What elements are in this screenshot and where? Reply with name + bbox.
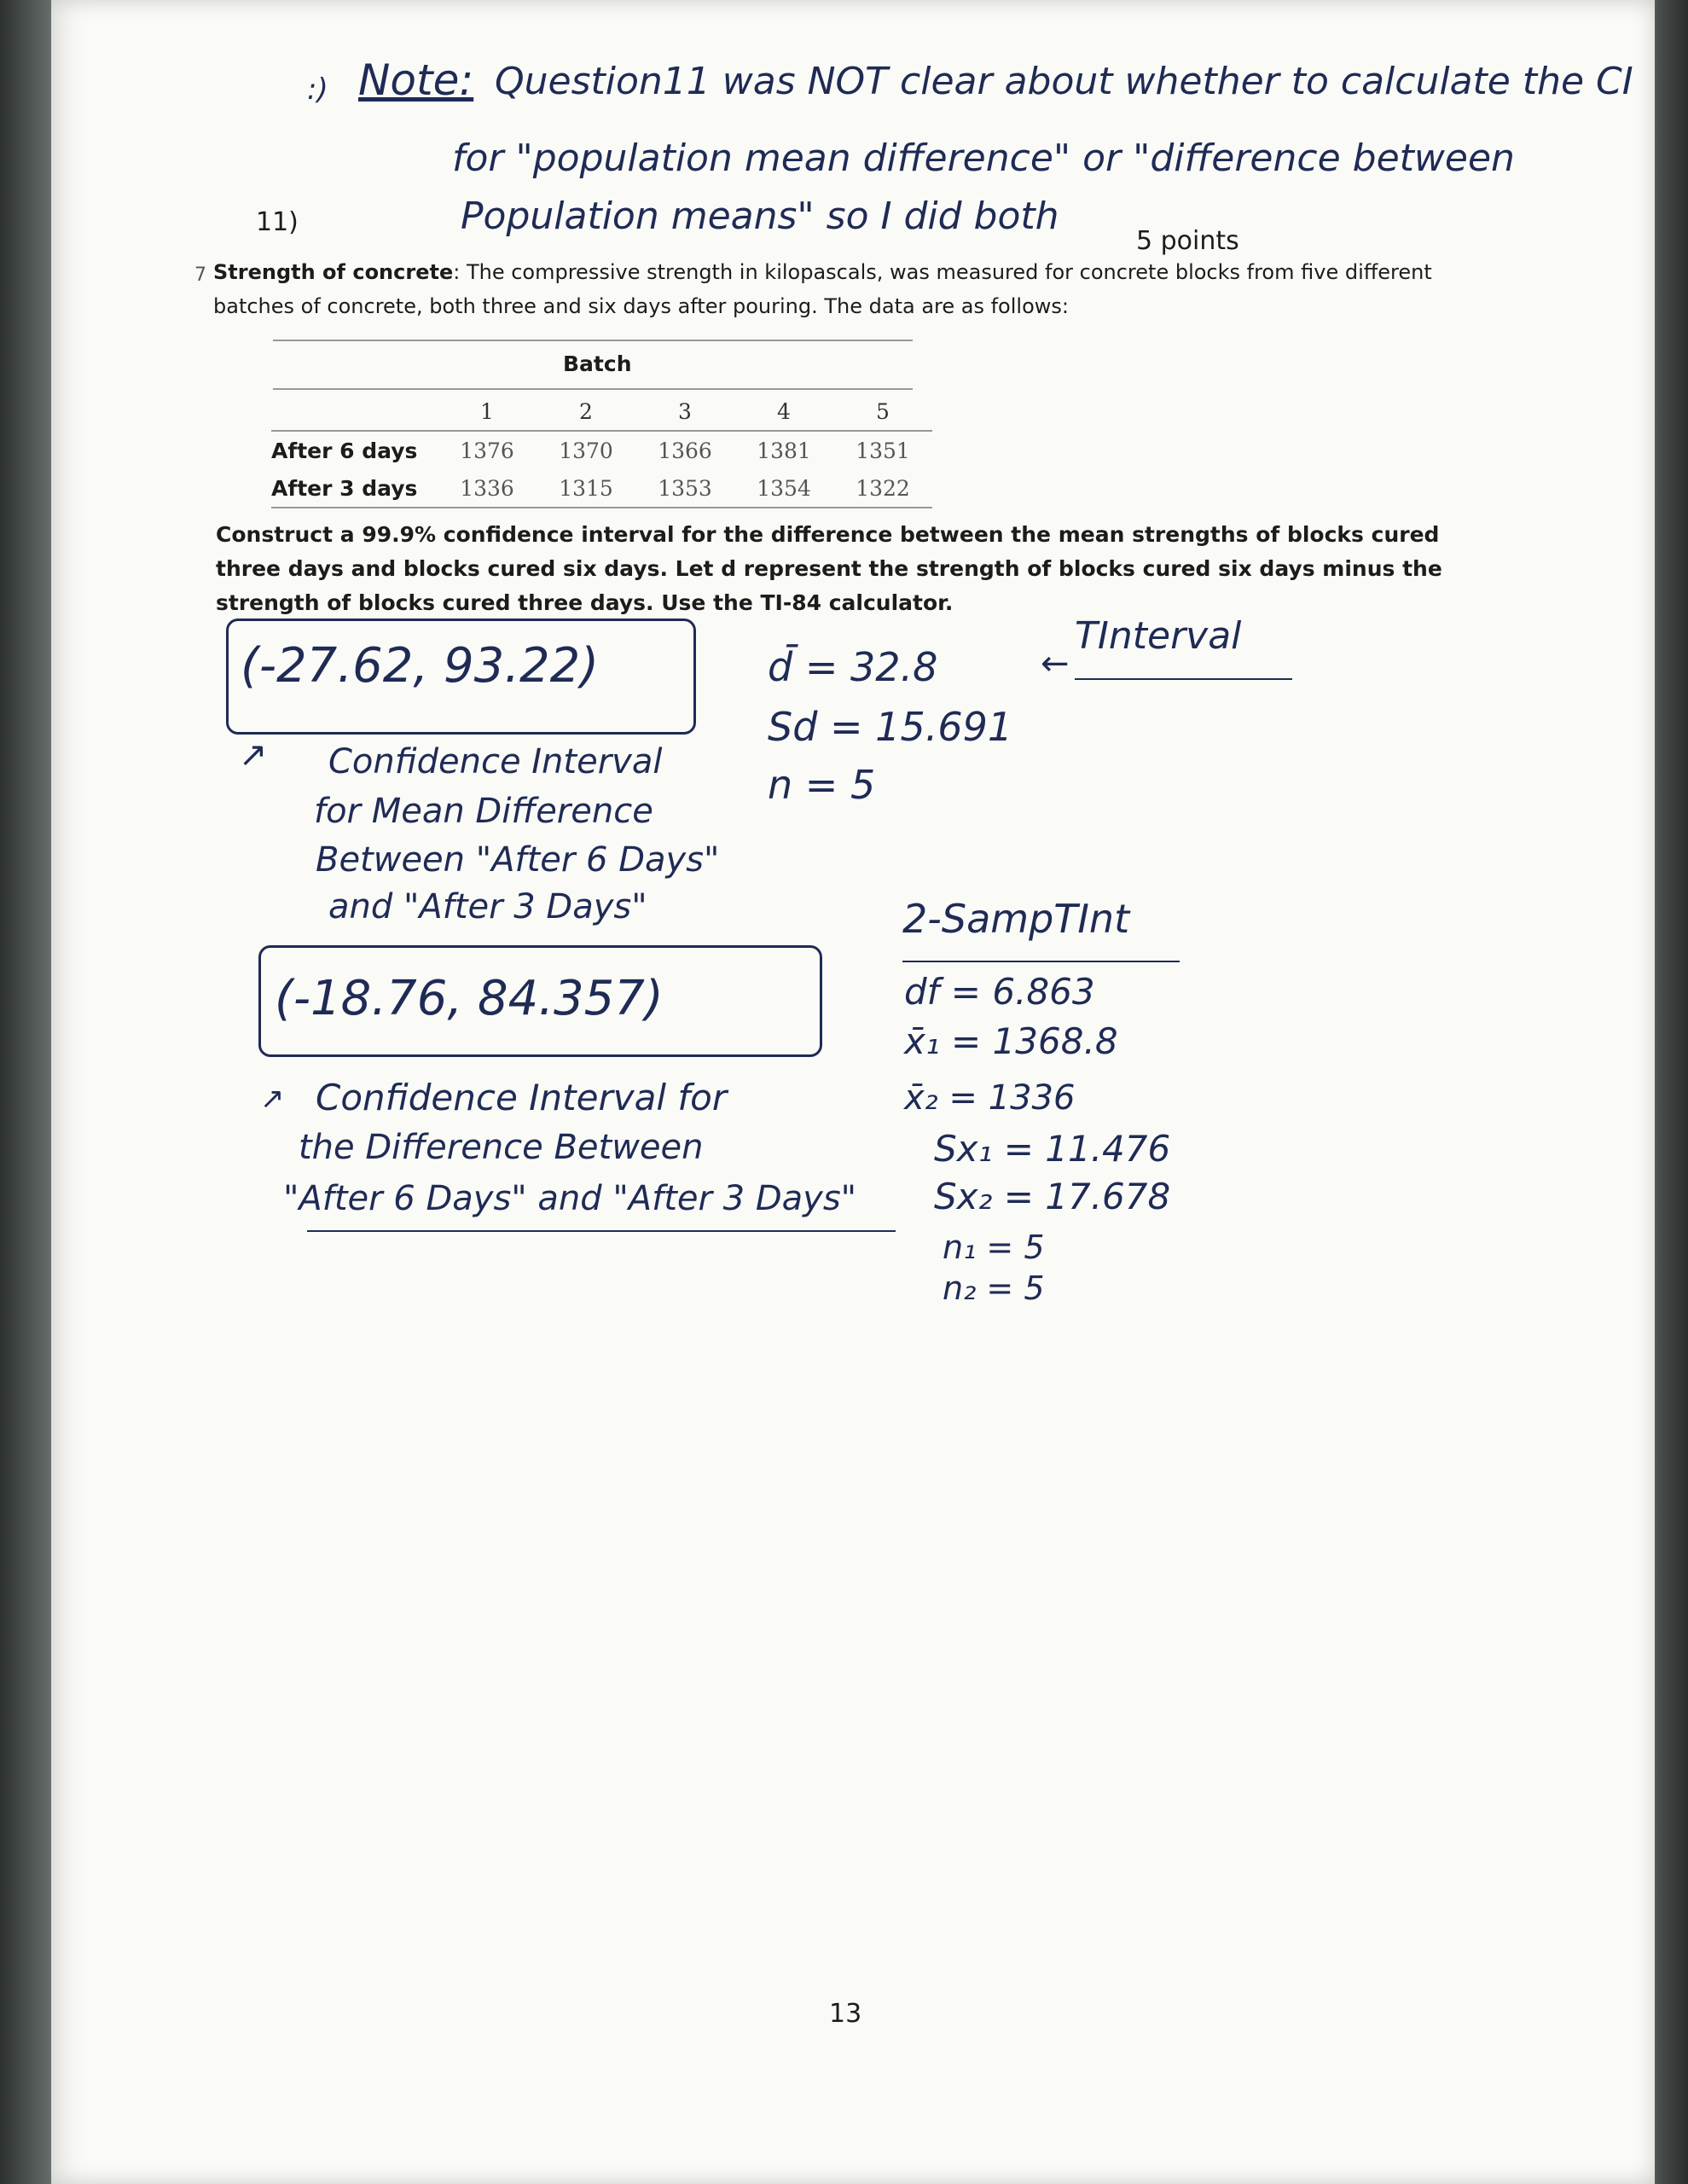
answer-2-stat: n₂ = 5 [943, 1269, 1045, 1307]
table-cell: 1322 [856, 475, 910, 501]
answer-1-description: Between "After 6 Days" [316, 840, 720, 880]
answer-2-stat: x̄₂ = 1336 [904, 1078, 1076, 1118]
column-header: 4 [777, 398, 791, 424]
table-cell: 1336 [460, 475, 514, 501]
answer-2-stat: Sx₁ = 11.476 [934, 1128, 1171, 1170]
row-label: After 3 days [271, 475, 418, 501]
answer-2-stat: df = 6.863 [904, 971, 1095, 1013]
table-cell: 1354 [757, 475, 811, 501]
answer-1-stat: Sd = 15.691 [768, 704, 1013, 750]
table-header-rule [273, 388, 913, 390]
instruction-line-3: strength of blocks cured three days. Use the TI-84 calculator. [216, 590, 954, 615]
answer-1-method: TInterval [1075, 614, 1242, 658]
answer-2-description: "After 6 Days" and "After 3 Days" [283, 1179, 857, 1218]
question-points: 5 points [1136, 226, 1239, 256]
arrow-left-icon: ← [1041, 644, 1070, 683]
note-line-3: Population means" so I did both [461, 195, 1059, 238]
table-row [271, 469, 932, 508]
answer-2-stat: Sx₂ = 17.678 [934, 1176, 1171, 1217]
method-underline [902, 961, 1180, 962]
table-cell: 1370 [559, 438, 613, 463]
question-intro-line-1 [213, 260, 1432, 284]
data-table [271, 392, 932, 508]
table-row [271, 431, 932, 469]
method-underline [1075, 678, 1292, 680]
question-intro-text: : The compressive strength in kilopascals, was measured for concrete blocks from five different [453, 260, 1432, 284]
answer-1-description: for Mean Difference [314, 792, 653, 831]
arrow-up-right-icon: ↗ [260, 1082, 285, 1116]
answer-2-description: Confidence Interval for [316, 1077, 728, 1118]
answer-2-stat: x̄₁ = 1368.8 [904, 1020, 1118, 1062]
column-header: 1 [480, 398, 494, 424]
table-top-rule [273, 340, 913, 341]
answer-2-method: 2-SampTInt [902, 896, 1130, 942]
row-label: After 6 days [271, 438, 418, 463]
arrow-up-right-icon: ↗ [239, 735, 268, 775]
table-cell: 1353 [658, 475, 712, 501]
answer-2-description: the Difference Between [299, 1128, 704, 1167]
question-intro-bold: Strength of concrete [213, 260, 454, 284]
table-group-header: Batch [563, 351, 632, 376]
description-underline [307, 1230, 896, 1232]
instruction-line-1: Construct a 99.9% confidence interval for the difference between the mean strengths of blocks cured [216, 522, 1440, 547]
note-line-1: Question11 was NOT clear about whether to calculate the CI [495, 60, 1633, 103]
answer-2-stat: n₁ = 5 [943, 1228, 1045, 1266]
answer-1-description: Confidence Interval [328, 742, 663, 781]
question-marker: 7 [194, 264, 206, 286]
question-number: 11) [256, 207, 299, 237]
note-prefix: :) [307, 73, 328, 107]
table-cell: 1376 [460, 438, 514, 463]
table-header-row [271, 392, 932, 431]
answer-1-description: and "After 3 Days" [328, 887, 647, 926]
table-cell: 1315 [559, 475, 613, 501]
answer-1-stat: n = 5 [768, 762, 876, 808]
instruction-line-2: three days and blocks cured six days. Let d represent the strength of blocks cured six days minus the [216, 556, 1442, 581]
answer-2-interval: (-18.76, 84.357) [275, 971, 664, 1026]
paper-page [51, 0, 1655, 2184]
table-cell: 1381 [757, 438, 811, 463]
table-cell: 1351 [856, 438, 910, 463]
answer-1-stat: d̄ = 32.8 [768, 644, 938, 690]
note-label: Note: [358, 55, 474, 105]
answer-1-interval: (-27.62, 93.22) [241, 638, 600, 694]
note-line-2: for "population mean difference" or "difference between [452, 136, 1515, 180]
table-cell: 1366 [658, 438, 712, 463]
question-intro-line-2: batches of concrete, both three and six days after pouring. The data are as follows: [213, 294, 1069, 318]
page-number: 13 [829, 1999, 862, 2029]
column-header: 3 [678, 398, 692, 424]
column-header: 5 [876, 398, 890, 424]
column-header: 2 [579, 398, 593, 424]
